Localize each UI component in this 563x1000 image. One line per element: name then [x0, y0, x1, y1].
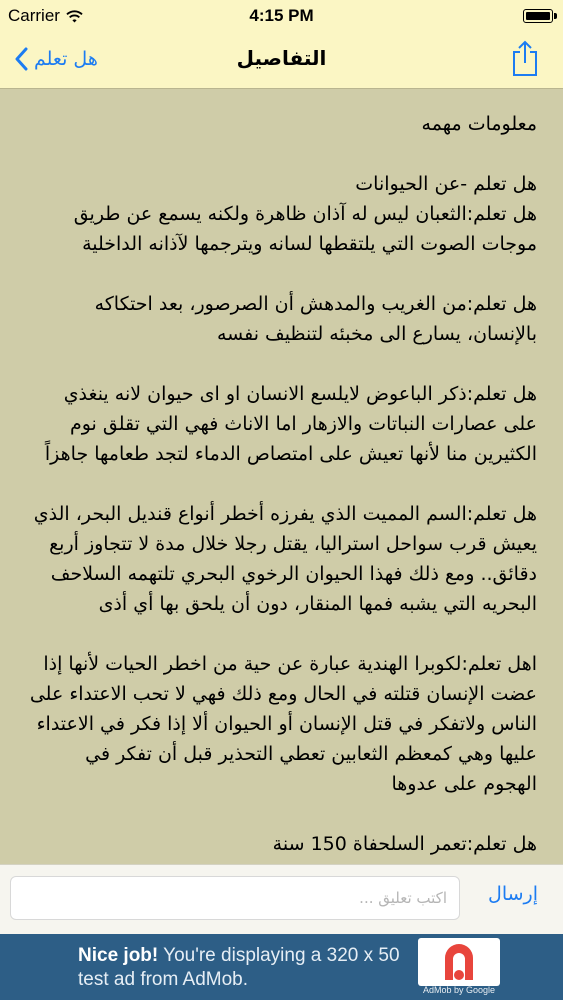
page-title: التفاصيل [236, 46, 327, 70]
admob-logo-icon [418, 938, 500, 986]
battery-icon [523, 9, 553, 23]
status-time: 4:15 PM [249, 6, 314, 25]
share-button[interactable] [509, 38, 541, 78]
ad-banner[interactable] [0, 934, 563, 1000]
send-button[interactable]: إرسال [488, 883, 538, 905]
ad-text [78, 944, 408, 992]
status-bar [0, 0, 563, 32]
comment-input[interactable] [10, 876, 460, 920]
ad-headline: Nice job! [78, 945, 159, 966]
details-text: معلومات مهمه هل تعلم -عن الحيوانات هل تعلم:الثعبان ليس له آذان ظاهرة ولكنه يسمع عن طريق موجات الصوت التي يلتقطها لسانه ويترجمها لآذانه الداخلية هل تعلم:من الغريب والمدهش أن الصرصور، بعد احتكاكه بالإنسان، يسارع الى مخبئه لتنظيف نفسه هل تعلم:ذكر الباعوض لايلسع الانسان او اى حيوان لانه ينغذي على عصارات النباتات والازهار اما الاناث فهي التي تقلق نوم الكثيرين منا لأنها تعيش على امتصاص الدماء لتجد طعامها جاهزاً هل تعلم:السم المميت الذي يفرزه أخطر أنواع قنديل البحر، الذي يعيش قرب سواحل استراليا، يقتل رجلا خلال مدة لا تتجاوز أربع دقائق.. ومع ذلك فهذا الحيوان الرخوي البحري تلتهمه السلاحف البحريه التي يشبه فمها المنقار، دون أن يلحق بها أي أذى اهل تعلم:لكوبرا الهندية عبارة عن حية من اخطر الحيات لأنها إذا عضت الإنسان قتلته في الحال ومع ذلك فهي لا تحب الاعتداء على الناس ولاتفكر في قتل الإنسان أو الحيوان ألا إذا فكر في الاعتداء عليها وهي كمعظم الثعابين تعطي التحذير قبل أن تفكر في الهجوم على عدوها هل تعلم:تعمر السلحفاة 150 سنة [29, 113, 537, 855]
details-content[interactable] [0, 89, 563, 864]
share-icon [509, 38, 541, 78]
carrier-label: Carrier [8, 6, 60, 25]
ad-message: You're displaying a 320 x 50 test ad from AdMob. [78, 945, 400, 990]
ad-attribution: AdMob by Google [422, 985, 496, 995]
comment-bar [0, 864, 563, 935]
back-button-label: هل تعلم [34, 48, 98, 70]
navigation-bar [0, 32, 563, 89]
